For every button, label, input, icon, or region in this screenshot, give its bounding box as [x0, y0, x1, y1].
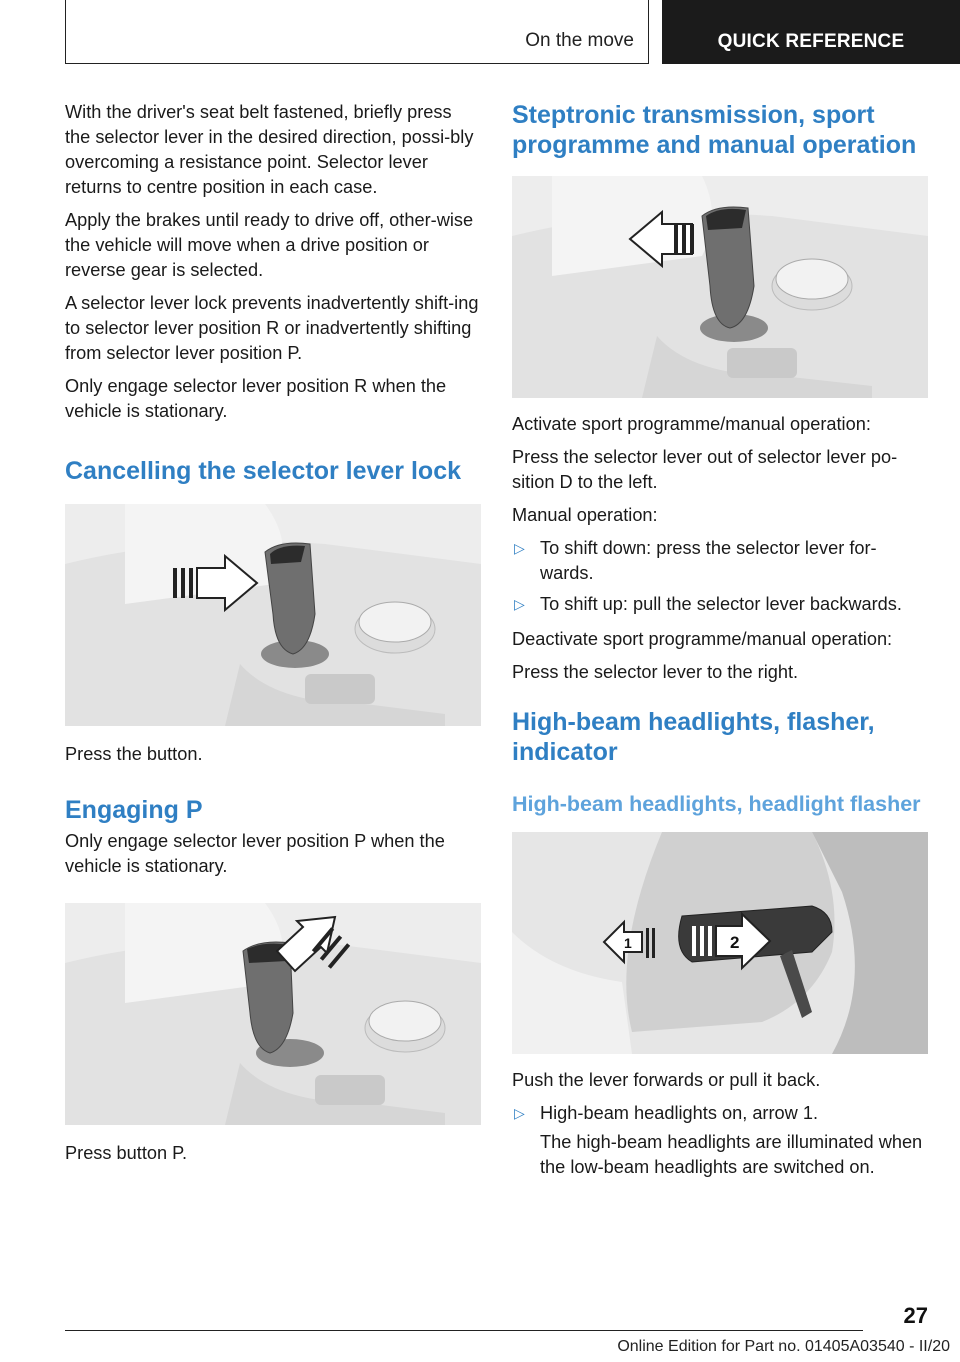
footer-edition: Online Edition for Part no. 01405A03540 - II/20 [617, 1338, 950, 1355]
high-beam-list [512, 1101, 928, 1180]
paragraph-manual: Manual operation: [512, 505, 658, 525]
paragraph-press-right: Press the selector lever to the right. [512, 662, 799, 682]
paragraph-engage-p: Only engage selector lever position P when the vehicle is stationary. [65, 831, 445, 876]
high-beam-lever-illustration [512, 832, 928, 1054]
paragraph-reverse: Only engage selector lever position R when the vehicle is stationary. [65, 376, 447, 421]
quick-reference-tab[interactable]: QUICK REFERENCE [662, 0, 960, 64]
sport-manual-illustration [512, 176, 928, 398]
page-number: 27 [903, 1303, 928, 1328]
paragraph-press-out: Press the selector lever out of selector lever po-sition D to the left. [512, 447, 898, 492]
high-beam-note: The high-beam headlights are illuminated when the low-beam headlights are switched on. [540, 1132, 923, 1177]
paragraph-activate-sport: Activate sport programme/manual operation: [512, 414, 871, 434]
button-p-illustration [65, 903, 481, 1125]
paragraph-seatbelt: With the driver's seat belt fastened, briefly press the selector lever in the desired direction, possi-bly overcoming a resistance point. Selector lever returns to centre position in each case. [65, 102, 474, 197]
arrow-label-2: 2 [730, 933, 740, 952]
list-item: ▷ High-beam headlights on, arrow 1. The high-beam headlights are illuminated when the low-beam headlights are switched on. [512, 1101, 928, 1180]
paragraph-push-lever: Push the lever forwards or pull it back. [512, 1070, 821, 1090]
section-title: On the move [525, 30, 634, 51]
manual-operation-list [512, 536, 928, 617]
arrow-label-1: 1 [624, 935, 632, 951]
heading-cancel-lock: Cancelling the selector lever lock [65, 457, 461, 485]
bullet-triangle-icon: ▷ [514, 596, 525, 612]
bullet-triangle-icon: ▷ [514, 540, 525, 556]
list-item: ▷ To shift up: pull the selector lever backwards. [512, 592, 928, 617]
paragraph-lever-lock: A selector lever lock prevents inadvertently shift-ing to selector lever position R or inadvertently shifting from selector lever position P. [65, 293, 479, 363]
list-item: ▷ To shift down: press the selector lever for-wards. [514, 538, 877, 583]
heading-headlight-flasher: High-beam headlights, headlight flasher [512, 792, 921, 816]
bullet-triangle-icon: ▷ [514, 1105, 525, 1121]
paragraph-deactivate-sport: Deactivate sport programme/manual operation: [512, 629, 893, 649]
paragraph-brakes: Apply the brakes until ready to drive off, other-wise the vehicle will move when a drive position or reverse gear is selected. [65, 210, 474, 280]
caption-press-button: Press the button. [65, 744, 203, 764]
footer-divider [65, 1330, 863, 1331]
selector-lever-unlock-illustration [65, 504, 481, 726]
caption-press-button-p: Press button P. [65, 1143, 188, 1163]
heading-engaging-p: Engaging P [65, 796, 203, 824]
left-column [65, 100, 481, 1174]
right-column [512, 100, 928, 1188]
heading-high-beam: High-beam headlights, flasher, indicator [512, 708, 875, 766]
heading-steptronic: Steptronic transmission, sport programme and manual operation [512, 101, 917, 159]
